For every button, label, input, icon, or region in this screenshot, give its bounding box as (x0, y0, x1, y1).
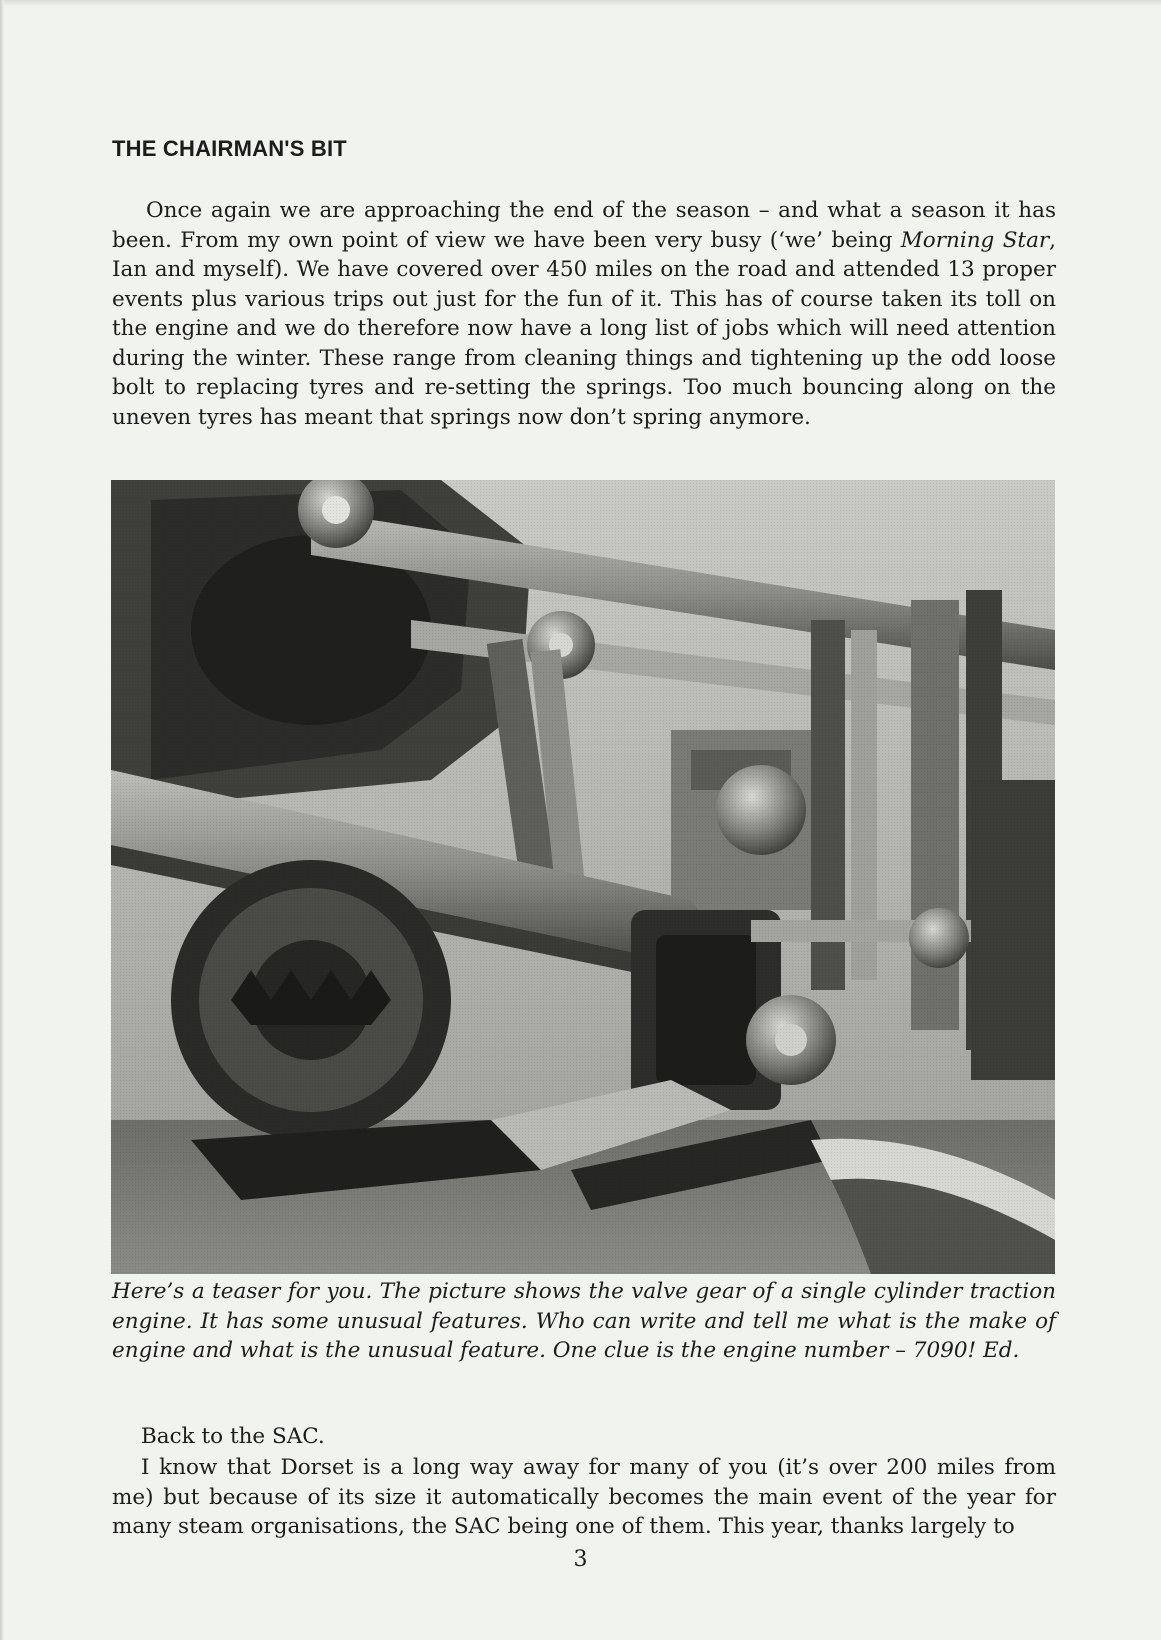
page-number: 3 (573, 1547, 588, 1572)
page-top-edge (0, 0, 1161, 6)
intro-text-end: , Ian and myself). We have covered over 450 miles on the road and attended 13 proper events plus various trips out just for the fun of it. This has of course taken its toll on the engine and we do therefore now have a long list of jobs which will need attention during the winter. These range from cleaning things and tightening up the odd loose bolt to replacing tyres and re-setting the springs. Too much bouncing along on the uneven tyres has meant that springs now don’t spring anymore. (112, 227, 1057, 430)
dorset-paragraph: I know that Dorset is a long way away for many of you (it’s over 200 miles from me) but because of its size it automatically becomes the main event of the year for many steam organisations, the SAC being one of them. This year, thanks largely to (112, 1455, 1056, 1539)
article-heading: THE CHAIRMAN'S BIT (112, 136, 347, 161)
intro-paragraph (112, 196, 1056, 432)
back-to-sac-line: Back to the SAC. (141, 1424, 325, 1449)
valve-gear-photo (111, 480, 1055, 1274)
page-left-edge (0, 0, 4, 1640)
photo-caption: Here’s a teaser for you. The picture shows the valve gear of a single cylinder traction engine. It has some unusual features. Who can write and tell me what is the make of engine and what is the unusual feature. One clue is the engine number – 7090! Ed. (112, 1279, 1056, 1363)
intro-text-start: Once again we are approaching the end of the season – and what a season it has been. From my own point of view we have been very busy (‘we’ being (112, 198, 1056, 253)
engine-name: Morning Star (900, 227, 1050, 253)
